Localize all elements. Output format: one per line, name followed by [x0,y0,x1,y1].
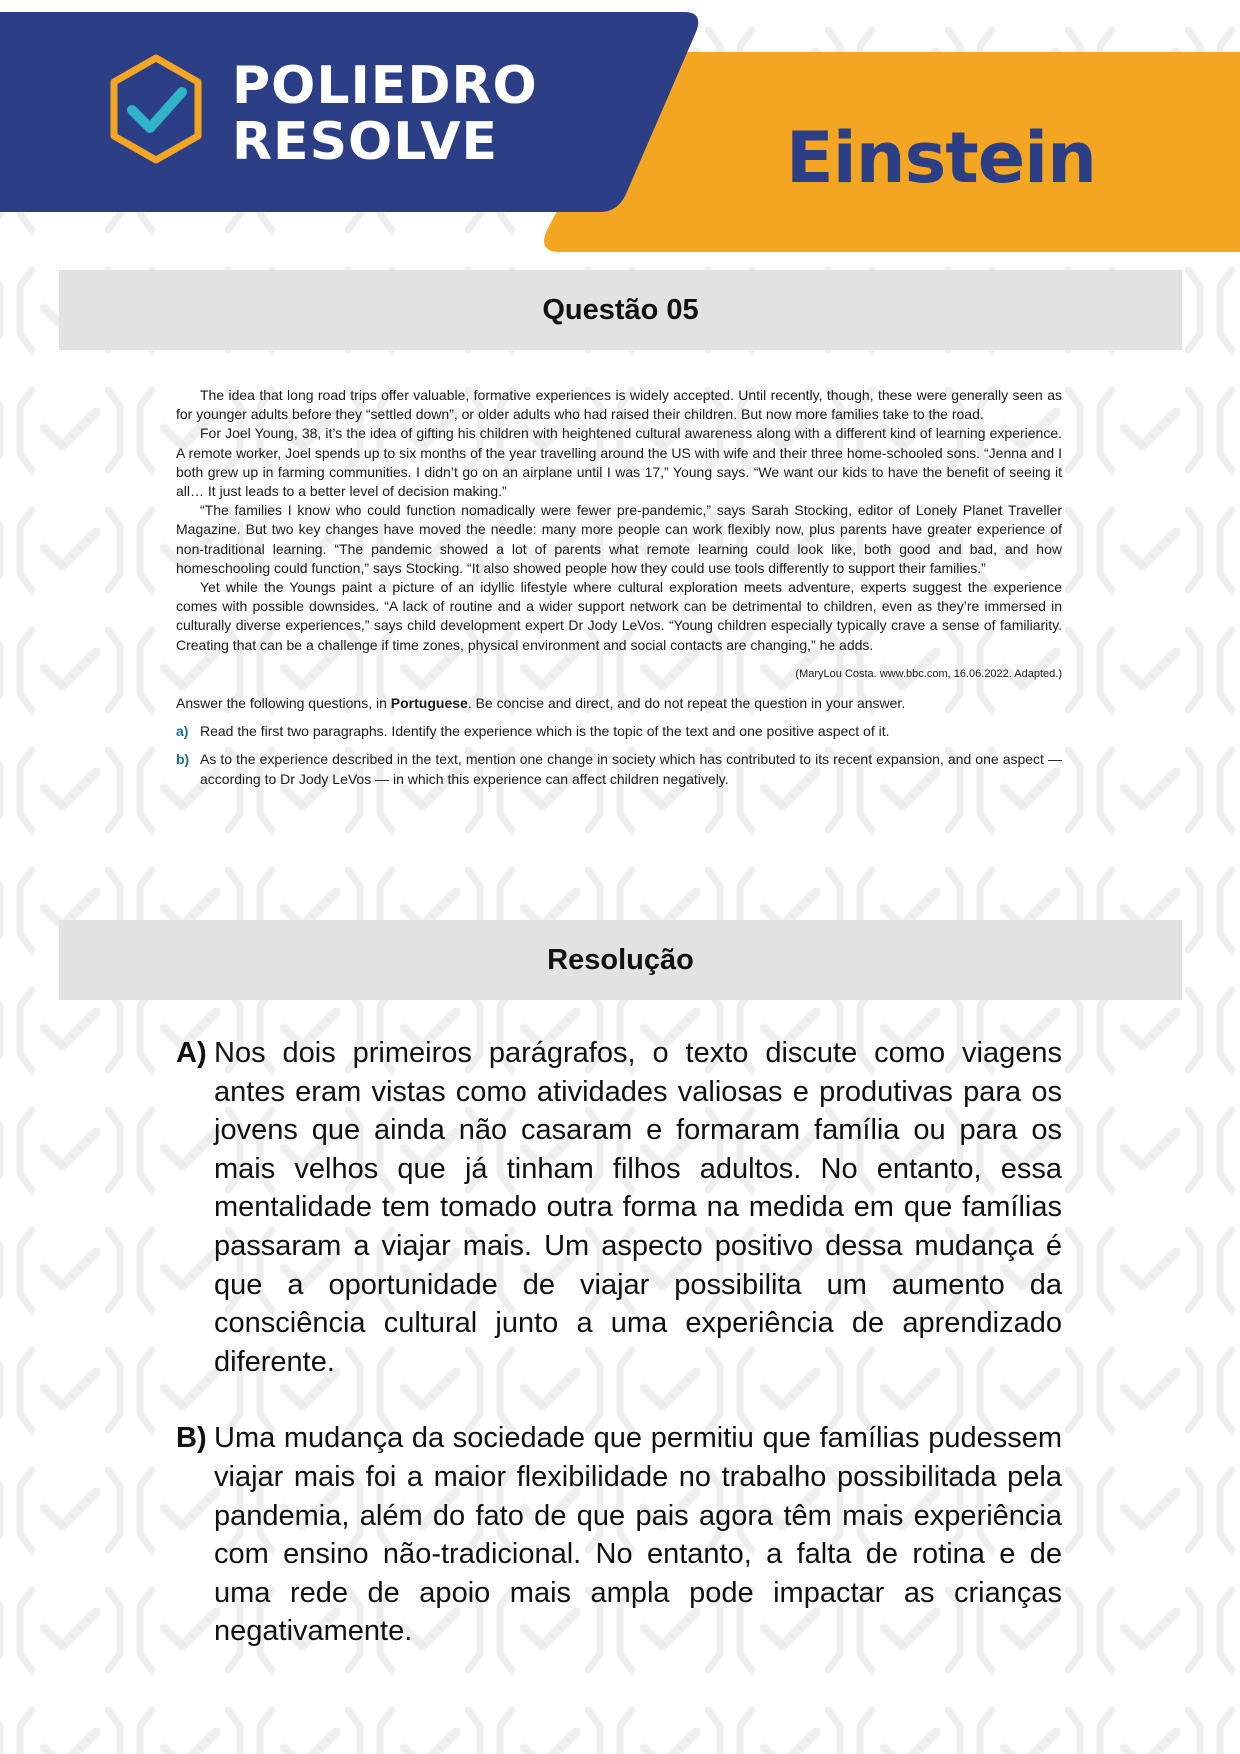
answer-letter: B) [176,1422,207,1455]
hexagon-checkmark-icon [104,52,208,166]
question-item-letter: a) [176,723,189,740]
instruction-language: Portuguese [390,695,468,712]
question-item-a [176,722,1062,741]
exam-name: Einstein [785,117,1096,199]
question-instruction [176,694,1062,713]
passage-paragraph-3: “The families I know who could function nomadically were fewer pre-pandemic,” says Sarah Stocking, editor of Lonely Planet Traveller Magazine. But two key changes have moved the needle: many more people can work flexibly now, plus parents have greater experience of non-traditional learning. “The pandemic showed a lot of parents what remote learning could look like, both good and bad, and how homeschooling could function,” says Stocking. “It also showed people how they could use tools differently to support their families.” [176,502,1062,576]
brand-name-line2: RESOLVE [232,112,498,172]
resolution-answers [176,1034,1062,1651]
question-title-bar [59,270,1182,350]
answer-letter: A) [176,1037,207,1069]
answer-text: Nos dois primeiros parágrafos, o texto discute como viagens antes eram vistas como atividades valiosas e produtivas para os jovens que ainda não casaram e formaram família ou para os mais velhos que já tinham filhos adultos. No entanto, essa mentalidade tem tomado outra forma na medida em que famílias passaram a viajar mais. Um aspecto positivo dessa mudança é que a oportunidade de viajar possibilita um aumento da consciência cultural junto a uma experiência de aprendizado diferente. [214,1037,1062,1378]
answer-b [176,1419,1062,1651]
question-item-letter: b) [176,751,190,768]
passage-source: (MaryLou Costa. www.bbc.com, 16.06.2022. Adapted.) [795,667,1062,680]
question-text [176,386,1062,789]
instruction-text-before: Answer the following questions, in [176,695,391,712]
passage-paragraph-1: The idea that long road trips offer valuable, formative experiences is widely accepted. Until recently, though, these were generally seen as for younger adults before they “settled down”, or older adults who had raised their children. But now more families take to the road. [176,387,1062,423]
answer-a [176,1034,1062,1381]
question-item-b [176,750,1062,788]
question-item-text: Read the first two paragraphs. Identify the experience which is the topic of the text and one positive aspect of it. [200,723,890,740]
instruction-text-after: . Be concise and direct, and do not repeat the question in your answer. [467,695,906,712]
question-title: Questão 05 [542,294,699,326]
passage-paragraph-2: For Joel Young, 38, it’s the idea of gifting his children with heightened cultural awareness along with a different kind of learning experience. A remote worker, Joel spends up to six months of the year travelling around the US with wife and their three home-schooled sons. “Jenna and I both grew up in farming communities. I didn’t go on an airplane until I was 17,” Young says. “We want our kids to have the benefit of seeing it all… It just leads to a better level of decision making.” [176,425,1062,500]
passage-paragraph-4: Yet while the Youngs paint a picture of an idyllic lifestyle where cultural exploration meets adventure, experts suggest the experience comes with possible downsides. “A lack of routine and a wider support network can be detrimental to children, even as they’re immersed in culturally diverse experiences,” says child development expert Dr Jody LeVos. “Young children especially typically crave a sense of familiarity. Creating that can be a challenge if time zones, physical environment and social contacts are changing,” he adds. [176,579,1062,653]
brand-name-line1: POLIEDRO [232,56,538,116]
question-item-text: As to the experience described in the text, mention one change in society which has contributed to its recent expansion, and one aspect — according to Dr Jody LeVos — in which this experience can affect children negatively. [200,751,1062,787]
answer-text: Uma mudança da sociedade que permitiu que famílias pudessem viajar mais foi a maior flexibilidade no trabalho possibilitada pela pandemia, além do fato de que pais agora têm mais experiência com ensino não-tradicional. No entanto, a falta de rotina e de uma rede de apoio mais ampla pode impactar as crianças negativamente. [214,1422,1062,1648]
resolution-title-bar [59,920,1182,1000]
resolution-title: Resolução [547,944,694,976]
